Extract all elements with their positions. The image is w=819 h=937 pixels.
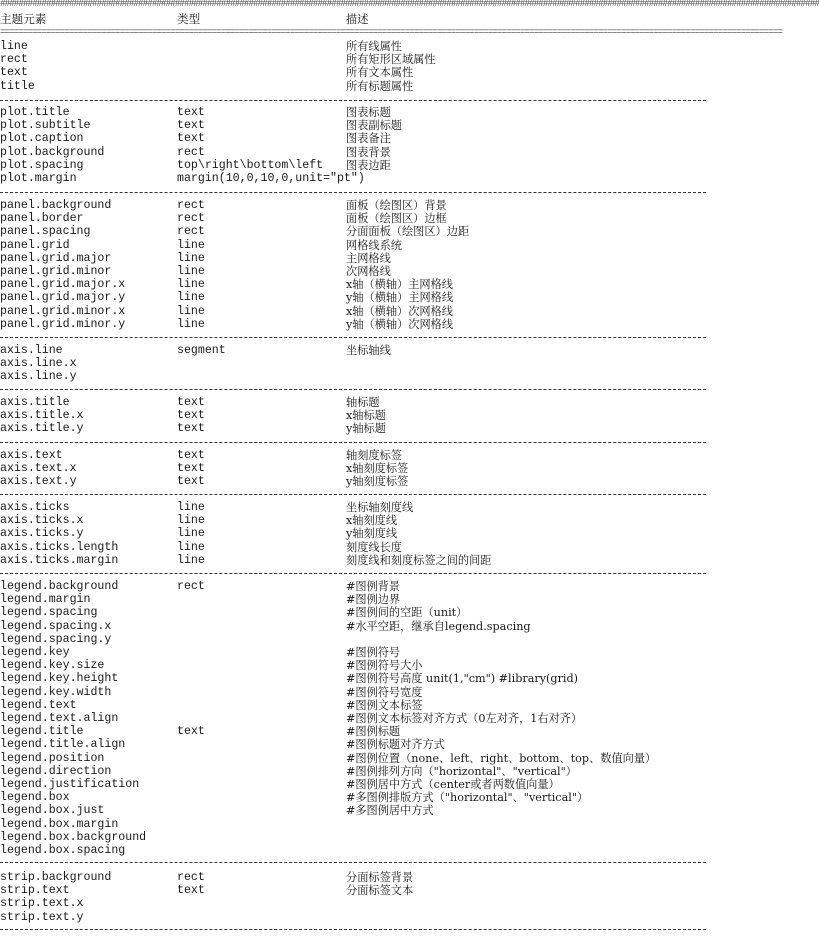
element-cell: legend.box.margin xyxy=(0,817,119,831)
element-cell: axis.title.x xyxy=(0,409,84,423)
description-cell: 分面标签文本 xyxy=(346,884,414,898)
table-row xyxy=(0,409,720,422)
table-row xyxy=(0,199,720,212)
table-row xyxy=(0,225,720,238)
table-row xyxy=(0,344,720,357)
header-element: 主题元素 xyxy=(0,12,47,26)
description-cell: x轴（横轴）次网格线 xyxy=(346,304,453,318)
element-cell: legend.spacing.y xyxy=(0,632,112,646)
element-cell: panel.grid.major xyxy=(0,251,112,265)
element-cell: axis.text.y xyxy=(0,475,77,489)
type-cell: rect xyxy=(177,145,205,159)
element-cell: axis.ticks.y xyxy=(0,527,84,541)
element-cell: rect xyxy=(0,53,28,67)
element-cell: panel.grid.minor xyxy=(0,265,112,278)
type-cell: rect xyxy=(177,199,205,212)
type-cell: line xyxy=(177,265,205,278)
type-cell: text xyxy=(177,422,205,436)
section-divider xyxy=(0,494,706,495)
table-row xyxy=(0,646,720,659)
table-row xyxy=(0,53,720,66)
table-row xyxy=(0,40,720,53)
header-description: 描述 xyxy=(346,13,369,26)
element-cell: strip.text.x xyxy=(0,897,84,911)
type-cell: text xyxy=(177,119,205,133)
header-hash-rule: ################################################################################################################################################################################## xyxy=(0,0,819,9)
description-cell: #图例文本标签 xyxy=(346,698,423,712)
element-cell: strip.background xyxy=(0,871,112,884)
element-cell: legend.position xyxy=(0,751,105,765)
table-row xyxy=(0,831,720,844)
section-divider xyxy=(0,862,706,863)
table-row xyxy=(0,712,720,725)
table-row xyxy=(0,554,720,567)
element-cell: axis.ticks.length xyxy=(0,540,119,554)
table-row xyxy=(0,278,720,291)
description-cell: #多图例居中方式 xyxy=(346,804,434,818)
type-cell: text xyxy=(177,106,205,119)
table-row xyxy=(0,541,720,554)
element-cell: axis.title.y xyxy=(0,422,84,436)
section-divider xyxy=(0,573,706,574)
table-row xyxy=(0,370,720,383)
description-cell: x轴（横轴）主网格线 xyxy=(346,278,453,292)
section-divider xyxy=(0,929,706,930)
element-cell: legend.key xyxy=(0,646,70,659)
element-cell: panel.grid.major.y xyxy=(0,291,126,305)
table-row xyxy=(0,804,720,817)
description-cell: 图表背景 xyxy=(346,145,391,159)
table-row xyxy=(0,475,720,488)
type-cell: rect xyxy=(177,580,205,593)
table-row xyxy=(0,449,720,462)
table-row xyxy=(0,765,720,778)
description-cell: 所有文本属性 xyxy=(346,66,414,80)
description-cell: #图例排列方向（"horizontal"、"vertical"） xyxy=(346,764,577,778)
element-cell: panel.border xyxy=(0,212,84,226)
table-row xyxy=(0,357,720,370)
table-row xyxy=(0,422,720,435)
table-row xyxy=(0,265,720,278)
description-cell: x轴刻度线 xyxy=(346,514,398,528)
table-row xyxy=(0,66,720,79)
table-row xyxy=(0,844,720,857)
element-cell: strip.text xyxy=(0,884,70,898)
section-divider xyxy=(0,389,706,390)
element-cell: axis.ticks.margin xyxy=(0,553,119,567)
element-cell: legend.spacing xyxy=(0,606,98,620)
description-cell: 图表备注 xyxy=(346,132,391,146)
description-cell: #水平空距，继承自legend.spacing xyxy=(346,619,531,633)
table-row xyxy=(0,725,720,738)
description-cell: 坐标轴刻度线 xyxy=(346,501,414,514)
element-cell: plot.subtitle xyxy=(0,119,91,133)
description-cell: 主网格线 xyxy=(346,251,391,265)
type-cell: text xyxy=(177,884,205,898)
table-row xyxy=(0,252,720,265)
table-row xyxy=(0,738,720,751)
description-cell: 图表副标题 xyxy=(346,119,402,133)
element-cell: legend.box.just xyxy=(0,804,105,818)
element-cell: legend.direction xyxy=(0,764,112,778)
section-divider xyxy=(0,337,706,338)
type-cell: line xyxy=(177,540,205,554)
type-cell: margin(10,0,10,0,unit="pt") xyxy=(177,172,365,185)
description-cell: 轴标题 xyxy=(346,396,380,409)
type-cell: text xyxy=(177,409,205,423)
element-cell: plot.background xyxy=(0,145,105,159)
table-row xyxy=(0,778,720,791)
section-divider xyxy=(0,192,706,193)
table-row xyxy=(0,884,720,897)
description-cell: #图例符号大小 xyxy=(346,659,423,673)
header-row xyxy=(0,13,720,26)
table-row xyxy=(0,580,720,593)
type-cell: rect xyxy=(177,871,205,884)
table-row xyxy=(0,593,720,606)
description-cell: #图例边界 xyxy=(346,593,401,607)
table-row xyxy=(0,396,720,409)
element-cell: panel.spacing xyxy=(0,225,91,239)
type-cell: text xyxy=(177,475,205,489)
element-cell: plot.title xyxy=(0,106,70,119)
table-row xyxy=(0,659,720,672)
table-row xyxy=(0,818,720,831)
description-cell: 刻度线和刻度标签之间的间距 xyxy=(346,553,492,567)
element-cell: axis.line.y xyxy=(0,370,77,384)
type-cell: line xyxy=(177,251,205,265)
header-type: 类型 xyxy=(177,12,201,26)
table-row xyxy=(0,159,720,172)
description-cell: 坐标轴线 xyxy=(346,344,391,357)
type-cell: text xyxy=(177,449,205,462)
description-cell: #图例符号高度 unit(1,"cm") #library(grid) xyxy=(346,672,579,686)
table-row xyxy=(0,318,720,331)
element-cell: legend.text.align xyxy=(0,712,119,725)
type-cell: line xyxy=(177,527,205,541)
element-cell: panel.background xyxy=(0,199,112,212)
description-cell: 面板（绘图区）背景 xyxy=(346,199,447,212)
description-cell: y轴标题 xyxy=(346,422,386,436)
table-row xyxy=(0,633,720,646)
table-row xyxy=(0,291,720,304)
table-row xyxy=(0,686,720,699)
table-row xyxy=(0,106,720,119)
section-divider xyxy=(0,442,706,443)
element-cell: panel.grid.minor.y xyxy=(0,317,126,331)
description-cell: #图例标题 xyxy=(346,725,401,739)
table-row xyxy=(0,897,720,910)
table-row xyxy=(0,791,720,804)
description-cell: 刻度线长度 xyxy=(346,540,402,554)
element-cell: legend.key.height xyxy=(0,672,119,686)
table-row xyxy=(0,132,720,145)
type-cell: line xyxy=(177,514,205,528)
description-cell: 分面面板（绘图区）边距 xyxy=(346,225,470,239)
description-cell: #多图例排版方式（"horizontal"、"vertical"） xyxy=(346,791,589,805)
description-cell: y轴刻度线 xyxy=(346,527,398,541)
table-row xyxy=(0,462,720,475)
table-row xyxy=(0,501,720,514)
table-row xyxy=(0,752,720,765)
element-cell: panel.grid xyxy=(0,238,70,252)
element-cell: legend.key.width xyxy=(0,685,112,699)
description-cell: 所有矩形区域属性 xyxy=(346,53,436,67)
section-divider xyxy=(0,100,706,101)
header-equals-rule: ========================================================================================================================================================================== xyxy=(0,27,783,37)
element-cell: axis.ticks xyxy=(0,501,70,514)
table-row xyxy=(0,911,720,924)
description-cell: 网格线系统 xyxy=(346,238,402,252)
element-cell: legend.background xyxy=(0,580,119,593)
description-cell: 图表标题 xyxy=(346,106,391,119)
description-cell: 分面标签背景 xyxy=(346,871,414,884)
element-cell: legend.key.size xyxy=(0,659,105,673)
type-cell: text xyxy=(177,132,205,146)
element-cell: legend.box.spacing xyxy=(0,844,126,857)
element-cell: title xyxy=(0,79,35,93)
description-cell: #图例标题对齐方式 xyxy=(346,738,445,752)
type-cell: text xyxy=(177,462,205,476)
element-cell: plot.spacing xyxy=(0,158,84,172)
element-cell: legend.title xyxy=(0,725,84,739)
element-cell: legend.justification xyxy=(0,778,140,791)
type-cell: line xyxy=(177,304,205,318)
type-cell: rect xyxy=(177,225,205,239)
description-cell: y轴（横轴）主网格线 xyxy=(346,291,454,305)
element-cell: strip.text.y xyxy=(0,910,84,924)
table-row xyxy=(0,699,720,712)
element-cell: axis.line.x xyxy=(0,357,77,371)
description-cell: 次网格线 xyxy=(346,265,391,278)
type-cell: line xyxy=(177,501,205,514)
table-row xyxy=(0,672,720,685)
description-cell: 所有标题属性 xyxy=(346,79,414,93)
table-row xyxy=(0,527,720,540)
table-row xyxy=(0,620,720,633)
type-cell: top\right\bottom\left xyxy=(177,158,324,172)
table-row xyxy=(0,305,720,318)
table-row xyxy=(0,606,720,619)
table-row xyxy=(0,172,720,185)
element-cell: legend.spacing.x xyxy=(0,619,112,633)
element-cell: legend.box xyxy=(0,791,70,805)
element-cell: legend.margin xyxy=(0,593,91,607)
element-cell: panel.grid.minor.x xyxy=(0,304,126,318)
description-cell: #图例背景 xyxy=(346,580,401,593)
type-cell: text xyxy=(177,396,205,409)
description-cell: #图例居中方式（center或者两数值向量） xyxy=(346,778,560,791)
type-cell: line xyxy=(177,291,205,305)
element-cell: legend.box.background xyxy=(0,830,147,844)
description-cell: 所有线属性 xyxy=(346,40,402,53)
table-row xyxy=(0,146,720,159)
element-cell: plot.margin xyxy=(0,172,77,185)
type-cell: segment xyxy=(177,344,226,357)
description-cell: 面板（绘图区）边框 xyxy=(346,212,447,226)
description-cell: #图例间的空距（unit） xyxy=(346,606,468,620)
description-cell: 轴刻度标签 xyxy=(346,449,402,462)
type-cell: line xyxy=(177,317,205,331)
description-cell: y轴刻度标签 xyxy=(346,475,409,489)
table-row xyxy=(0,80,720,93)
description-cell: #图例符号 xyxy=(346,646,401,659)
type-cell: text xyxy=(177,725,205,739)
type-cell: rect xyxy=(177,212,205,226)
description-cell: #图例文本标签对齐方式（0左对齐，1右对齐） xyxy=(346,712,583,725)
element-cell: axis.title xyxy=(0,396,70,409)
table-row xyxy=(0,119,720,132)
description-cell: 图表边距 xyxy=(346,158,391,172)
type-cell: line xyxy=(177,238,205,252)
element-cell: axis.ticks.x xyxy=(0,514,84,528)
description-cell: y轴（横轴）次网格线 xyxy=(346,317,454,331)
description-cell: #图例符号宽度 xyxy=(346,685,423,699)
element-cell: axis.text xyxy=(0,449,63,462)
table-row xyxy=(0,212,720,225)
element-cell: axis.text.x xyxy=(0,462,77,476)
type-cell: line xyxy=(177,278,205,292)
type-cell: line xyxy=(177,553,205,567)
element-cell: panel.grid.major.x xyxy=(0,278,126,292)
description-cell: x轴标题 xyxy=(346,409,386,423)
table-row xyxy=(0,239,720,252)
element-cell: line xyxy=(0,40,28,53)
description-cell: #图例位置（none、left、right、bottom、top、数值向量） xyxy=(346,751,657,765)
element-cell: legend.text xyxy=(0,698,77,712)
element-cell: text xyxy=(0,66,28,80)
element-cell: axis.line xyxy=(0,344,63,357)
element-cell: plot.caption xyxy=(0,132,84,146)
table-row xyxy=(0,514,720,527)
description-cell: x轴刻度标签 xyxy=(346,462,409,476)
table-row xyxy=(0,871,720,884)
element-cell: legend.title.align xyxy=(0,738,126,752)
